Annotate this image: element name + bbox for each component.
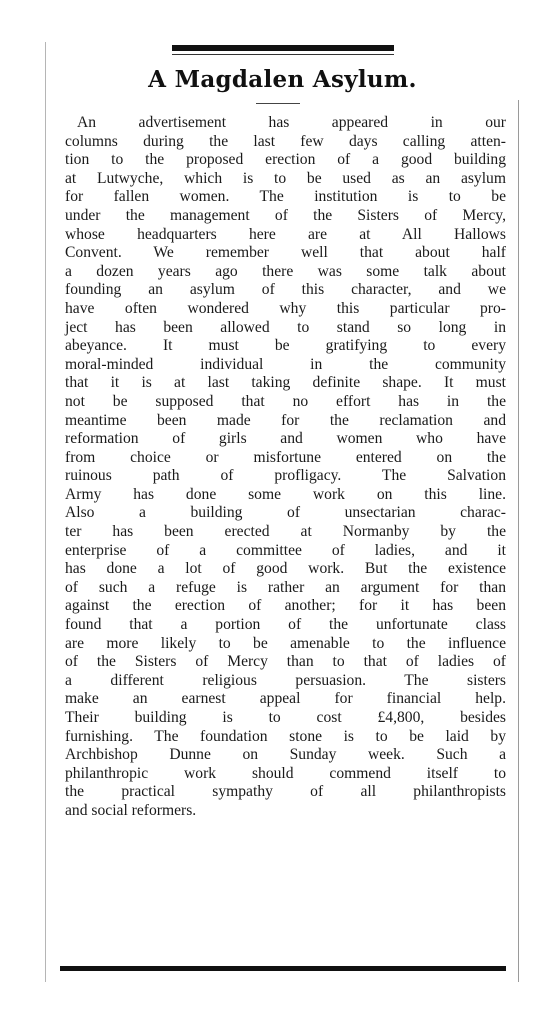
article-line: An advertisement has appeared in our: [77, 114, 506, 131]
article-line: Army has done some work on this line.: [65, 485, 506, 503]
article-line: Archbishop Dunne on Sunday week. Such a: [65, 746, 506, 764]
article-line: enterprise of a committee of ladies, and it: [65, 541, 506, 559]
article-line: a dozen years ago there was some talk about: [65, 262, 506, 280]
article-line: whose headquarters here are at All Hallows: [65, 225, 506, 243]
article-line: are more likely to be amenable to the influence: [65, 634, 506, 652]
article-line: founding an asylum of this character, and we: [65, 281, 506, 299]
article-line: a different religious persuasion. The sisters: [65, 671, 506, 689]
article-line: Convent. We remember well that about half: [65, 244, 506, 262]
headline-separator: [256, 103, 300, 104]
article-line: ject has been allowed to stand so long in: [65, 318, 506, 336]
clipping-right-edge: [518, 100, 519, 982]
article-line: at Lutwyche, which is to be used as an asylum: [65, 169, 506, 187]
article-line: have often wondered why this particular pro-: [65, 299, 506, 317]
article-line: meantime been made for the reclamation and: [65, 411, 506, 429]
article-line: under the management of the Sisters of Mercy,: [65, 206, 506, 224]
article-line: of such a refuge is rather an argument for than: [65, 578, 506, 596]
article-line: reformation of girls and women who have: [65, 430, 506, 448]
top-rule-thin: [172, 54, 394, 55]
article-line: against the erection of another; for it has been: [65, 597, 506, 615]
article-line: the practical sympathy of all philanthropists: [65, 783, 506, 801]
article-line: ter has been erected at Normanby by the: [65, 523, 506, 541]
article-line: of the Sisters of Mercy than to that of ladies of: [65, 653, 506, 671]
article-line: abeyance. It must be gratifying to every: [65, 337, 506, 355]
article-line: moral-minded individual in the community: [65, 355, 506, 373]
article-line: tion to the proposed erection of a good building: [65, 151, 506, 169]
article-line: found that a portion of the unfortunate class: [65, 616, 506, 634]
article-line: has done a lot of good work. But the existence: [65, 560, 506, 578]
article-line: from choice or misfortune entered on the: [65, 448, 506, 466]
article-line: that it is at last taking definite shape. It must: [65, 374, 506, 392]
article-line: for fallen women. The institution is to be: [65, 188, 506, 206]
article-line: Their building is to cost £4,800, besides: [65, 709, 506, 726]
top-rule: [172, 45, 394, 51]
article-line: philanthropic work should commend itself to: [65, 764, 506, 782]
article-line: ruinous path of profligacy. The Salvation: [65, 467, 506, 485]
article-headline: A Magdalen Asylum.: [148, 66, 417, 93]
article-line: columns during the last few days calling atten-: [65, 132, 506, 150]
article-line: Also a building of unsectarian charac-: [65, 504, 506, 522]
article-line: and social reformers.: [65, 801, 197, 819]
article-line: furnishing. The foundation stone is to be laid by: [65, 727, 506, 745]
article-line: not be supposed that no effort has in the: [65, 392, 506, 410]
article-line: make an earnest appeal for financial help.: [65, 690, 506, 708]
article-body: [65, 114, 506, 821]
clipping-left-edge: [45, 42, 46, 982]
bottom-rule: [60, 966, 506, 971]
